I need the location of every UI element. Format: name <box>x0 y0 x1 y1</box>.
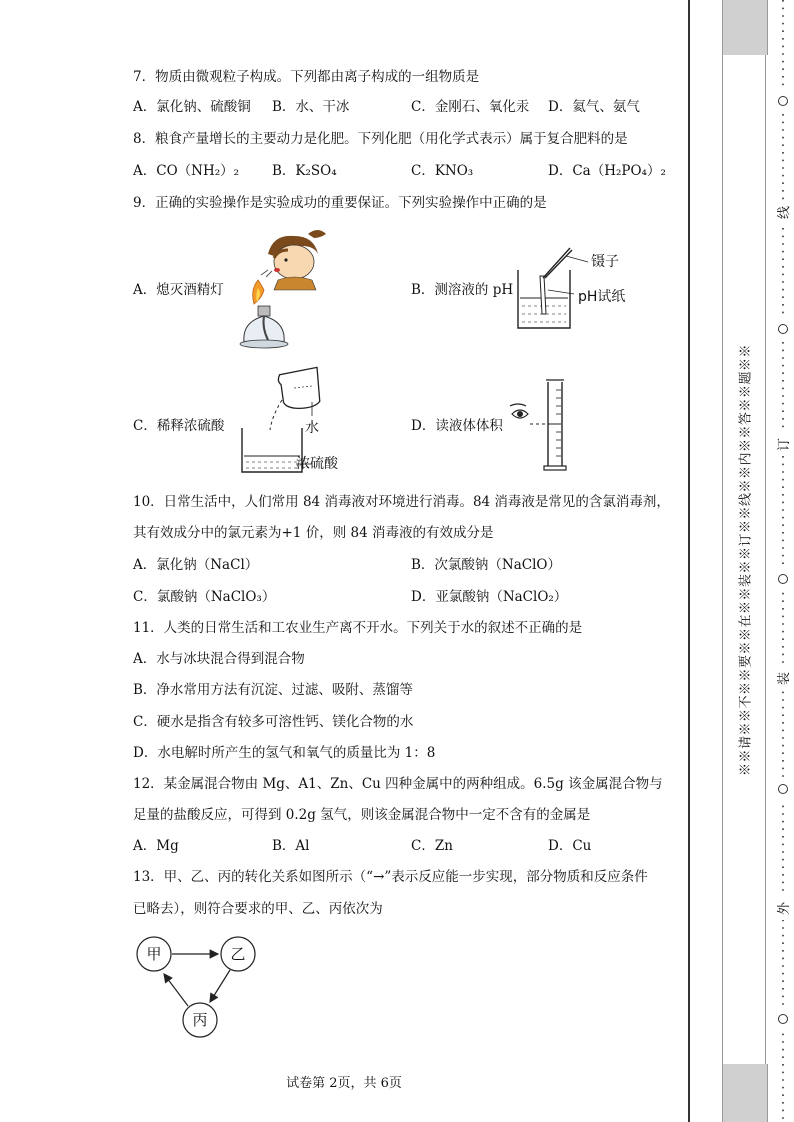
q9-option-c: C．稀释浓硫酸 <box>133 418 225 434</box>
q12-option-b: B．Al <box>272 838 310 854</box>
arrow-bing-to-jia <box>164 974 188 1006</box>
q8-option-b: B．K₂SO₄ <box>272 163 337 179</box>
binding-gray-band-top <box>722 0 768 55</box>
q10-stem-line1: 10．日常生活中，人们常用 84 消毒液对环境进行消毒。84 消毒液是常见的含氯消毒剂， <box>133 494 670 510</box>
q7-stem: 7．物质由微观粒子构成。下列都由离子构成的一组物质是 <box>133 69 480 85</box>
node-label-bing: 丙 <box>192 1011 208 1029</box>
q12-option-c: C．Zn <box>411 838 453 854</box>
q11-stem: 11．人类的日常生活和工农业生产离不开水。下列关于水的叙述不正确的是 <box>133 620 583 636</box>
binding-mark-zhuang: 装 <box>777 671 793 686</box>
arrow-yi-to-bing <box>210 970 230 1002</box>
q9-option-b: B．测溶液的 pH <box>411 282 514 298</box>
binding-dotted-column <box>772 0 794 1122</box>
q12-option-a: A．Mg <box>133 838 179 854</box>
binding-hole-4 <box>779 785 788 794</box>
binding-mark-ding: 订 <box>777 437 793 452</box>
q7-option-d: D．氦气、氨气 <box>548 99 640 115</box>
q11-option-a: A．水与冰块混合得到混合物 <box>133 651 305 667</box>
q9-option-a: A．熄灭酒精灯 <box>133 282 224 298</box>
binding-hole-2 <box>779 325 788 334</box>
figure-blow-out-lamp <box>228 224 328 358</box>
q13-stem-line1: 13．甲、乙、丙的转化关系如图所示（“→”表示反应能一步实现，部分物质和反应条件 <box>133 869 648 885</box>
q12-stem-line2: 足量的盐酸反应，可得到 0.2g 氢气，则该金属混合物中一定不含有的金属是 <box>133 807 591 823</box>
q10-option-a: A．氯化钠（NaCl） <box>133 557 259 573</box>
binding-notice: ※※请※※不※※要※※在※※装※※订※※线※※内※※答※※题※※ <box>738 343 754 777</box>
q8-option-a: A．CO（NH₂）₂ <box>133 163 240 179</box>
q8-stem: 8．粮食产量增长的主要动力是化肥。下列化肥（用化学式表示）属于复合肥料的是 <box>133 131 628 147</box>
label-tweezers: 镊子 <box>591 254 619 270</box>
binding-line <box>688 0 690 1122</box>
q8-option-c: C．KNO₃ <box>411 163 474 179</box>
binding-mark-wai: 外 <box>777 901 793 916</box>
q11-option-b: B．净水常用方法有沉淀、过滤、吸附、蒸馏等 <box>133 682 413 698</box>
label-ph-paper: pH试纸 <box>578 289 626 305</box>
node-label-yi: 乙 <box>230 945 246 963</box>
binding-mark-xian: 线 <box>777 205 793 220</box>
page-footer: 试卷第 2页，共 6页 <box>286 1076 402 1091</box>
q12-option-d: D．Cu <box>548 838 592 854</box>
q10-option-d: D．亚氯酸钠（NaClO₂） <box>411 589 568 605</box>
q9-option-d: D．读液体体积 <box>411 418 503 434</box>
node-label-jia: 甲 <box>146 945 162 963</box>
binding-hole-1 <box>779 97 788 106</box>
q10-option-b: B．次氯酸钠（NaClO） <box>411 557 561 573</box>
q10-option-c: C．氯酸钠（NaClO₃） <box>133 589 276 605</box>
q7-option-b: B．水、干冰 <box>272 99 350 115</box>
q7-option-c: C．金刚石、氧化汞 <box>411 99 530 115</box>
q12-stem-line1: 12．某金属混合物由 Mg、A1、Zn、Cu 四种金属中的两种组成。6.5g 该金属混合物与 <box>133 776 663 792</box>
label-concentrated-acid: 浓硫酸 <box>296 456 338 472</box>
q7-option-a: A．氯化钠、硫酸铜 <box>133 99 251 115</box>
label-water: 水 <box>305 420 319 436</box>
binding-hole-3 <box>779 575 788 584</box>
binding-hole-5 <box>779 1015 788 1024</box>
q11-option-d: D．水电解时所产生的氢气和氧气的质量比为 1：8 <box>133 745 436 761</box>
q10-stem-line2: 其有效成分中的氯元素为+1 价，则 84 消毒液的有效成分是 <box>133 525 494 541</box>
q11-option-c: C．硬水是指含有较多可溶性钙、镁化合物的水 <box>133 714 414 730</box>
q8-option-d: D．Ca（H₂PO₄）₂ <box>548 163 666 179</box>
q9-stem: 9．正确的实验操作是实验成功的重要保证。下列实验操作中正确的是 <box>133 195 547 211</box>
q13-stem-line2: 已略去），则符合要求的甲、乙、丙依次为 <box>133 901 383 917</box>
binding-gray-band-bottom <box>722 1064 768 1122</box>
figure-read-volume <box>506 376 586 476</box>
